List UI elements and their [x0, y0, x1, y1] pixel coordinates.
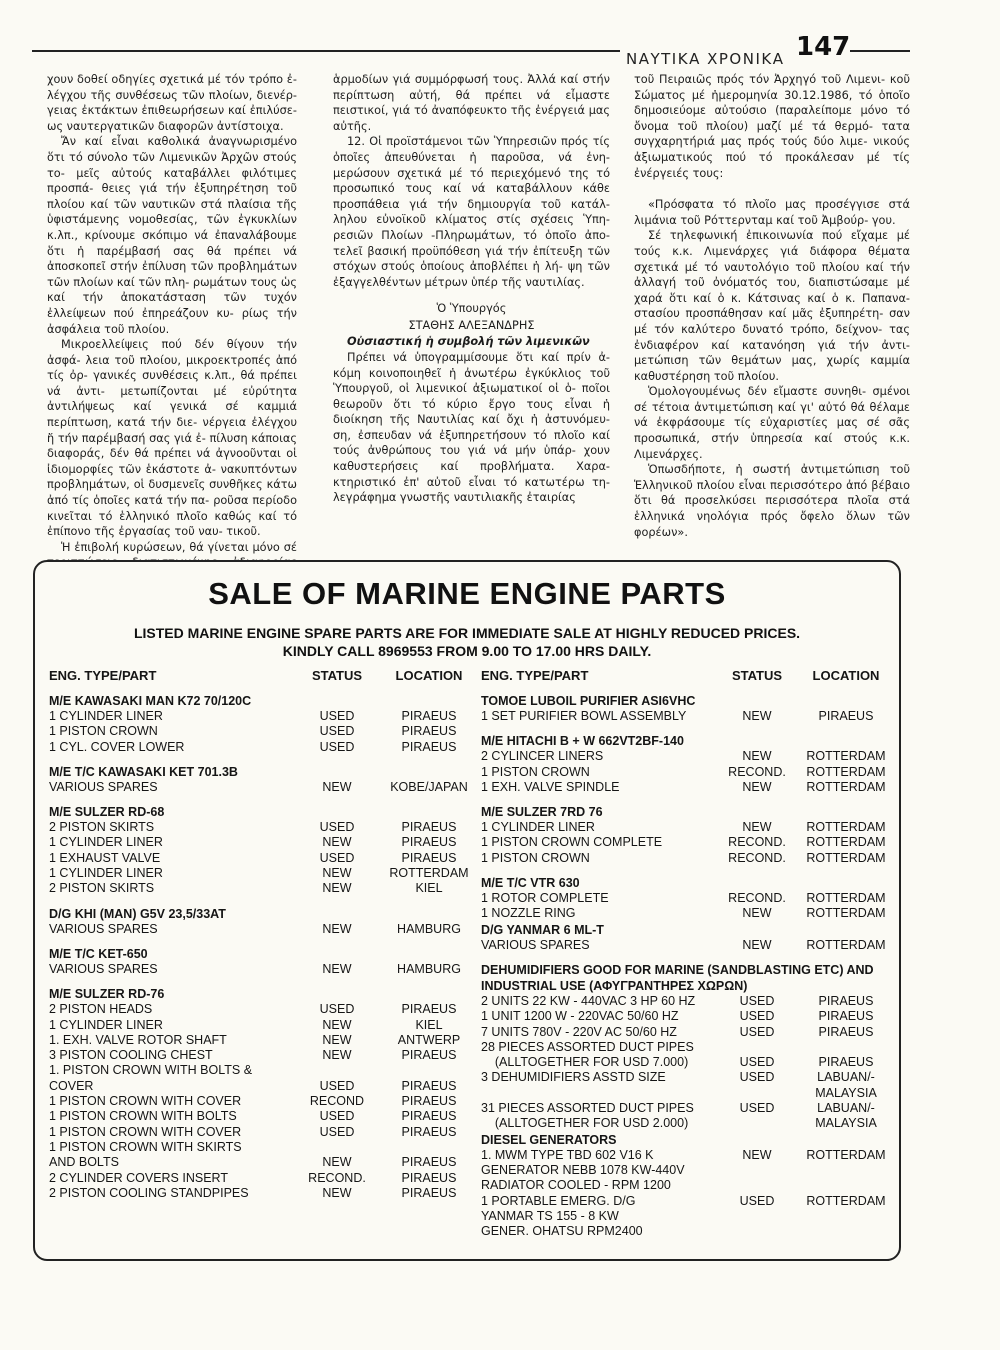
part-name: 1 PISTON CROWN WITH COVER: [49, 1124, 242, 1139]
part-status: NEW: [322, 1048, 352, 1063]
part-row: [481, 820, 891, 835]
part-location: ROTTERDAM: [806, 764, 886, 779]
part-name: 3 DEHUMIDIFIERS ASSTD SIZE: [481, 1070, 666, 1085]
engine-group-title: M/E SULZER RD-76: [49, 987, 165, 1002]
part-name: 2 PISTON SKIRTS: [49, 820, 155, 835]
part-name: 1 PISTON CROWN COMPLETE: [481, 835, 663, 850]
part-name: 1 PISTON CROWN: [481, 850, 590, 865]
part-location: ROTTERDAM: [806, 835, 886, 850]
part-name: 7 UNITS 780V - 220V AC 50/60 HZ: [481, 1024, 677, 1039]
part-name: 1 CYLINDER LINER: [49, 866, 163, 881]
part-location: PIRAEUS: [401, 1124, 457, 1139]
part-name: 1 UNIT 1200 W - 220VAC 50/60 HZ: [481, 1009, 679, 1024]
part-status: NEW: [742, 749, 772, 764]
part-status: [713, 1178, 801, 1193]
part-row: [481, 851, 891, 866]
header-part: ENG. TYPE/PART: [481, 668, 589, 683]
part-name: 1 PISTON CROWN WITH COVER: [49, 1094, 242, 1109]
part-location: MALAYSIA: [815, 1116, 877, 1131]
part-status: USED: [319, 724, 355, 739]
ad-subtitle: LISTED MARINE ENGINE SPARE PARTS ARE FOR IMMEDIATE SALE AT HIGHLY REDUCED PRICES.: [133, 625, 801, 641]
part-status: [295, 1063, 379, 1078]
paragraph: Πρέπει νά ὑπογραμμίσουμε ὅτι καί πρίν ἀ- κόμη κοινοποιηθεῖ ἡ ἀνωτέρω ἐγκύκλιος τοῦ Ὑπουργοῦ, οἱ λιμενικοί ἀξιωματικοί οἱ ὁ- ποῖοι θεωροῦν ὅτι τό κύριο ἔργο τους εἶναι ἡ διοίκηση τῆς Ναυτιλίας καί ὄχι ἡ ἀστυνόμευ- ση, ἐσπευδαν νά ἐξυπηρετήσουν τό πλοῖο καί τούς ἀνθρώπους του γιά νά μήν ὑπάρ- χουν καθυστερήσεις καί προβλήματα. Χαρα- κτηριστικό ἐπ' αὐτοῦ εἶναι τό κατωτέρω τη- λεγράφημα γνωστῆς ναυτιλιακῆς ἐταιρίας: [333, 350, 610, 505]
part-location: ANTWERP: [397, 1032, 461, 1047]
engine-group-title: M/E KAWASAKI MAN K72 70/120C: [49, 694, 252, 708]
paragraph: τοῦ Πειραιῶς πρός τόν Ἀρχηγό τοῦ Λιμενι- κοῦ Σώματος μέ ἡμερομηνία 30.12.1986, τό ὁποῖο δημοσιεύομε αὐτούσιο (παραλείπομε μόνο τό ὄνομα τοῦ πλοίου) μαζί μέ τά θερμό- τατα συγχαρητήριά μας πρός τούς δύο λιμε- νικούς ἀξιωματικούς πού τό προκάλεσαν μέ τίς ἐνέργειές τους:: [634, 73, 910, 180]
part-location: PIRAEUS: [818, 1009, 874, 1024]
part-location: ROTTERDAM: [806, 1193, 886, 1208]
part-name: GENERATOR NEBB 1078 KW-440V: [481, 1162, 685, 1177]
part-row: [49, 922, 479, 937]
part-status: NEW: [322, 881, 352, 896]
paragraph: ἁρμοδίων γιά συμμόρφωσή τους. Ἀλλά καί στήν περίπτωση αὐτή, θά πρέπει νά εἶμαστε πειστικοί, γιά τό ἀναπόφευκτο τῆς ἐνέργειά μας αὐτῆς.: [333, 73, 610, 133]
part-row: [49, 1094, 479, 1109]
engine-group-title: M/E T/C VTR 630: [481, 876, 580, 891]
part-row: [49, 1002, 479, 1017]
paragraph: Ὁπωσδήποτε, ἡ σωστή ἀντιμετώπιση τοῦ Ἑλληνικοῦ πλοίου εἶναι περισσότερο ἀπό βέβαιο ὅτι θά προσελκύσει περισσότερα πλοῖα στά ἑλληνικά νηολόγια πρός ὄφελο ὅλων τῶν φορέων».: [634, 463, 910, 539]
part-name: 1 EXH. VALVE SPINDLE: [481, 779, 620, 794]
part-location: ROTTERDAM: [389, 866, 469, 881]
part-row: [49, 866, 479, 881]
part-name: VARIOUS SPARES: [49, 921, 158, 936]
part-row: [481, 1025, 891, 1040]
part-status: NEW: [322, 835, 352, 850]
part-row: [49, 820, 479, 835]
part-status: NEW: [742, 937, 772, 952]
part-status: USED: [739, 1193, 775, 1208]
part-row: [481, 1209, 891, 1224]
part-name: 1 CYLINDER LINER: [49, 709, 163, 723]
part-row: [481, 780, 891, 795]
part-status: [713, 1086, 801, 1101]
part-row: [481, 835, 891, 850]
part-location: MALAYSIA: [815, 1085, 877, 1100]
part-row: [481, 765, 891, 780]
part-location: PIRAEUS: [401, 1048, 457, 1063]
part-location: KIEL: [415, 1017, 443, 1032]
part-row: [49, 1079, 479, 1094]
part-status: RECOND.: [728, 891, 786, 906]
part-name: VARIOUS SPARES: [49, 961, 158, 976]
page-number: 147: [796, 32, 851, 62]
signature-block: [333, 300, 610, 334]
part-location: PIRAEUS: [818, 709, 874, 723]
part-name: 1 CYLINDER LINER: [49, 835, 163, 850]
part-name: 1. MWM TYPE TBD 602 V16 K: [481, 1147, 654, 1162]
part-location: PIRAEUS: [401, 709, 457, 723]
part-row: [481, 906, 891, 921]
part-status: NEW: [322, 921, 352, 936]
part-status: NEW: [322, 779, 352, 794]
part-location: [801, 1163, 891, 1178]
part-location: ROTTERDAM: [806, 1147, 886, 1162]
engine-group-title: DEHUMIDIFIERS GOOD FOR MARINE (SANDBLASTING ETC) AND INDUSTRIAL USE (ΑΦΥΓΡΑΝΤΗΡΕΣ ΧΩΡΩΝ): [481, 962, 874, 993]
part-location: [801, 1040, 891, 1055]
part-name: 1 CYLINDER LINER: [49, 1017, 163, 1032]
part-location: ROTTERDAM: [806, 820, 886, 835]
part-name: 1. PISTON CROWN WITH BOLTS &: [49, 1063, 253, 1078]
part-location: ROTTERDAM: [806, 906, 886, 921]
part-row: [481, 1163, 891, 1178]
header-status: STATUS: [311, 668, 363, 683]
part-name: 2 UNITS 22 KW - 440VAC 3 HP 60 HZ: [481, 993, 696, 1008]
part-status: [713, 1224, 801, 1239]
part-status: USED: [319, 1078, 355, 1093]
part-row: [49, 851, 479, 866]
part-name: 1 PISTON CROWN WITH SKIRTS: [49, 1139, 242, 1154]
part-location: ROTTERDAM: [806, 749, 886, 764]
engine-group-title: M/E SULZER 7RD 76: [481, 805, 603, 820]
part-location: [801, 1224, 891, 1239]
part-row: [49, 1063, 479, 1078]
part-row: [481, 709, 891, 724]
section-subheading: Οὐσιαστική ἡ συμβολή τῶν λιμενικῶν: [347, 335, 590, 349]
part-row: [481, 1194, 891, 1209]
part-row: [481, 1086, 891, 1101]
header-part: ENG. TYPE/PART: [49, 668, 157, 683]
paragraph: 12. Οἱ προϊστάμενοι τῶν Ὑπηρεσιῶν πρός τίς ὁποῖες ἀπευθύνεται ἡ παροῦσα, νά ἐνη- μερώσουν σχετικά μέ τό περιεχόμενό της τό προσωπικό τους καί νά καταβάλλουν κάθε προσπάθεια γιά τήν δημιουργία τοῦ κατάλ- ληλου εὐνοϊκοῦ κλίματος στίς σχέσεις Ὑπη- ρεσιῶν Πλοίων -Πληρωμάτων, τό ὁποῖο ἀπο- τελεῖ βασική προϋπόθεση γιά τήν ἐπίτευξη τῶν στόχων στούς ὁποίους ἀποβλέπει ἡ λή- ψη τῶν ἐξαγγελθέντων μέτρων ὑπέρ τῆς ναυτιλίας.: [333, 135, 610, 289]
part-location: PIRAEUS: [401, 850, 457, 865]
part-row: [49, 1155, 479, 1170]
part-location: PIRAEUS: [401, 1078, 457, 1093]
part-name: 1 PISTON CROWN WITH BOLTS: [49, 1109, 237, 1124]
part-status: [713, 1116, 801, 1131]
part-row: [49, 1125, 479, 1140]
part-name: 2 CYLINCER LINERS: [481, 749, 604, 764]
part-row: [481, 1116, 891, 1131]
part-location: ROTTERDAM: [806, 937, 886, 952]
part-row: [49, 724, 479, 739]
part-row: [49, 835, 479, 850]
part-location: LABUAN/-: [817, 1101, 875, 1116]
part-status: USED: [319, 1109, 355, 1124]
part-row: [49, 709, 479, 724]
part-status: [713, 1209, 801, 1224]
part-status: USED: [319, 820, 355, 835]
header-location: LOCATION: [812, 668, 880, 683]
part-location: PIRAEUS: [401, 1094, 457, 1109]
part-name: 1 PORTABLE EMERG. D/G: [481, 1193, 636, 1208]
part-name: YANMAR TS 155 - 8 KW: [481, 1208, 619, 1223]
part-name: (ALLTOGETHER FOR USD 2.000): [481, 1116, 689, 1131]
part-row: [49, 1171, 479, 1186]
part-row: [481, 1040, 891, 1055]
part-location: [379, 1140, 479, 1155]
part-location: ROTTERDAM: [806, 850, 886, 865]
header-status: STATUS: [731, 668, 783, 683]
part-name: COVER: [49, 1078, 94, 1093]
engine-group-title: D/G KHI (MAN) G5V 23,5/33AT: [49, 906, 226, 921]
part-status: NEW: [322, 1155, 352, 1170]
part-name: 2 PISTON COOLING STANDPIPES: [49, 1185, 249, 1200]
part-status: NEW: [322, 1032, 352, 1047]
header-rule-right: [850, 50, 910, 52]
part-name: [481, 1086, 713, 1101]
part-location: PIRAEUS: [401, 820, 457, 835]
part-name: 31 PIECES ASSORTED DUCT PIPES: [481, 1101, 694, 1116]
part-status: RECOND.: [308, 1170, 366, 1185]
article-column-2: [333, 72, 610, 506]
part-name: (ALLTOGETHER FOR USD 7.000): [481, 1055, 689, 1070]
part-status: USED: [319, 850, 355, 865]
part-name: 1. EXH. VALVE ROTOR SHAFT: [49, 1032, 227, 1047]
part-row: [481, 1009, 891, 1024]
part-status: USED: [739, 1101, 775, 1116]
ad-title: SALE OF MARINE ENGINE PARTS: [208, 576, 726, 611]
paragraph: Ἄν καί εἶναι καθολικά ἀναγνωρισμένο ὅτι τό σύνολο τῶν Λιμενικῶν Ἀρχῶν στούς το- μεῖς αὐτούς καταβάλλει φιλότιμες προσπά- θειες γιά τήν ἐξυπηρέτηση τοῦ πλοίου καί τῶν ναυτικῶν στά πλαίσια τῆς ὑφιστάμενης νομοθεσίας, τῶν ἐγκυκλίων κ.λπ., κρίνουμε σκόπιμο νά ἐπαναλάβουμε ὅτι ἡ παρέμβασή σας θά πρέπει νά ἀποσκοπεῖ στήν ἐπίλυση τῶν προβλημάτων τῶν πλοίων καί τῶν πλη- ρωμάτων τους ὡς καί τήν ἀποκατάσταση τῶν τυχόν ἐλλείψεων πού ἐπηρεάζουν κυ- ρίως τήν ἀσφάλεια τοῦ πλοίου.: [47, 135, 297, 336]
part-name: 1 ROTOR COMPLETE: [481, 891, 609, 906]
engine-group-title: M/E HITACHI B + W 662VT2BF-140: [481, 734, 684, 749]
part-name: VARIOUS SPARES: [49, 779, 158, 794]
part-name: 1 PISTON CROWN: [481, 764, 590, 779]
part-row: [49, 1186, 479, 1201]
header-location: LOCATION: [395, 668, 463, 683]
part-name: 2 PISTON HEADS: [49, 1002, 153, 1017]
part-location: PIRAEUS: [818, 1024, 874, 1039]
part-location: PIRAEUS: [401, 739, 457, 754]
parts-list-left: [49, 667, 479, 1201]
part-location: PIRAEUS: [818, 1055, 874, 1070]
part-status: [713, 1040, 801, 1055]
part-location: LABUAN/-: [817, 1070, 875, 1085]
part-status: NEW: [322, 1185, 352, 1200]
paragraph: Ὁμολογουμένως δέν εἴμαστε συνηθι- σμένοι σέ τέτοια ἀντιμετώπιση καί γι' αὐτό θά θέλαμε νά ἐκφράσουμε τίς εὐχαριστίες μας σέ σᾶς προσωπικά, στήν ὑπηρεσία καί στούς κ.κ. Λιμενάρχες.: [634, 385, 910, 461]
part-row: [49, 1140, 479, 1155]
part-location: [801, 1178, 891, 1193]
part-location: KIEL: [415, 881, 443, 896]
part-status: NEW: [742, 820, 772, 835]
part-location: [801, 1209, 891, 1224]
part-location: HAMBURG: [397, 961, 461, 976]
engine-group-title: M/E SULZER RD-68: [49, 805, 165, 820]
part-name: 3 PISTON COOLING CHEST: [49, 1048, 213, 1063]
part-row: [481, 749, 891, 764]
paragraph: «Πρόσφατα τό πλοῖο μας προσέγγισε στά λιμάνια τοῦ Ρόττερνταμ καί τοῦ Ἀμβούρ- γου.: [634, 198, 910, 227]
part-status: NEW: [742, 906, 772, 921]
sale-advertisement: [33, 560, 901, 1261]
part-name: 1 NOZZLE RING: [481, 906, 576, 921]
part-row: [481, 938, 891, 953]
part-status: RECOND.: [728, 850, 786, 865]
part-row: [481, 891, 891, 906]
part-name: GENER. OHATSU RPM2400: [481, 1224, 643, 1239]
part-location: PIRAEUS: [401, 1185, 457, 1200]
part-row: [481, 994, 891, 1009]
part-status: USED: [739, 1024, 775, 1039]
part-status: RECOND.: [728, 835, 786, 850]
part-row: [481, 1178, 891, 1193]
table-header: [49, 667, 479, 689]
part-row: [49, 780, 479, 795]
part-status: NEW: [322, 866, 352, 881]
ad-contact-line: KINDLY CALL 8969553 FROM 9.00 TO 17.00 HRS DAILY.: [282, 643, 652, 659]
paragraph: Μικροελλείψεις πού δέν θίγουν τήν ἀσφά- λεια τοῦ πλοίου, μικροεκτροπές ἀπό τίς ὀρ- γανικές συνθέσεις κ.λπ., θά πρέπει νά ἀντι- μετωπίζονται μέ εὐρύτητα ἀντιλήψεως καί γενικά σέ καμμιά περίπτωση, κατά τήν διε- νέργεια ἐλέγχου ἤ τήν παρέμβασή σας γιά ἐ- πίλυση κάποιας διαφοράς, δέν θά πρέπει νά ἀγνοοῦνται οἱ ἰδιομορφίες τῶν ἑκάστοτε ἀ- νακυπτόντων προβλημάτων, οἱ δυσμενεῖς συνθῆκες κάτω ἀπό τίς ὁποῖες κατά τήν πα- ροῦσα περίοδο κινεῖται τό ἑλληνικό πλοῖο καθώς καί τό ἐπίπονο τῆς ἐργασίας τοῦ ναυ- τικοῦ.: [47, 338, 297, 539]
part-status: NEW: [322, 961, 352, 976]
part-status: NEW: [322, 1017, 352, 1032]
part-row: [481, 1148, 891, 1163]
part-row: [49, 1018, 479, 1033]
part-row: [481, 1224, 891, 1239]
part-status: USED: [739, 993, 775, 1008]
part-name: 2 CYLINDER COVERS INSERT: [49, 1170, 228, 1185]
article-column-3: [634, 72, 910, 540]
part-row: [49, 962, 479, 977]
part-name: 1 CYLINDER LINER: [481, 820, 595, 835]
engine-group-title: DIESEL GENERATORS: [481, 1132, 617, 1147]
part-status: USED: [319, 739, 355, 754]
part-name: 2 PISTON SKIRTS: [49, 881, 155, 896]
part-location: PIRAEUS: [401, 1155, 457, 1170]
part-location: ROTTERDAM: [806, 779, 886, 794]
part-location: HAMBURG: [397, 921, 461, 936]
part-row: [481, 1055, 891, 1070]
part-location: ROTTERDAM: [806, 891, 886, 906]
paragraph: Ἡ ἐπιβολή κυρώσεων, θά γίνεται μόνο σέ: [61, 540, 297, 554]
part-status: USED: [319, 1124, 355, 1139]
part-row: [481, 1070, 891, 1085]
part-status: [713, 1163, 801, 1178]
engine-group-title: M/E T/C KET-650: [49, 946, 148, 961]
paragraph: χουν δοθεί οδηγίες σχετικά μέ τόν τρόπο ἐ- λέγχου τῆς συνθέσεως τῶν πλοίων, διενέρ- γειας ἐκτάκτων ἐπιθεωρήσεων καί ἐπιλύσε- ως ναυτεργατικῶν διαφορῶν ἀντίστοιχα.: [47, 73, 297, 133]
part-row: [49, 881, 479, 896]
part-location: PIRAEUS: [401, 724, 457, 739]
part-row: [481, 1101, 891, 1116]
part-location: KOBE/JAPAN: [390, 779, 468, 794]
part-row: [49, 1048, 479, 1063]
part-row: [49, 1033, 479, 1048]
paragraph: Σέ τηλεφωνική ἐπικοινωνία πού εἴχαμε μέ τούς κ.κ. Λιμενάρχες γιά διάφορα θέματα σχετικά μέ τό ναυτολόγιο τοῦ πλοίου καί τήν ἀλλαγή τοῦ ὀνόματός του, διαπιστώσαμε μέ χαρά ὅτι καί ὁ κ. Κάτσινας καί ὁ κ. Παπανα- στασίου προσπάθησαν καί μᾶς ἐξυπηρέτη- σαν μέ τόν καλύτερο δυνατό τρόπο, δείχνον- τας ἐνδιαφέρον καί κατανόηση γιά τήν ἀντι- μετώπιση τῶν θεμάτων μας, χωρίς καμμία καθυστέρηση τοῦ πλοίου.: [634, 229, 910, 383]
parts-list-right: [481, 667, 891, 1239]
part-status: RECOND: [309, 1094, 365, 1109]
part-name: 1 CYL. COVER LOWER: [49, 739, 185, 754]
part-location: [379, 1063, 479, 1078]
table-header: [481, 667, 891, 689]
part-status: USED: [319, 709, 355, 723]
part-status: RECOND.: [728, 764, 786, 779]
part-status: USED: [739, 1055, 775, 1070]
signature-title: Ὁ Ὑπουργός: [436, 302, 507, 316]
part-name: 1 PISTON CROWN: [49, 724, 158, 739]
part-row: [49, 1109, 479, 1124]
part-name: 1 EXHAUST VALVE: [49, 850, 161, 865]
part-row: [49, 740, 479, 755]
engine-group-title: M/E T/C KAWASAKI KET 701.3B: [49, 764, 238, 779]
signature-name: ΣΤΑΘΗΣ ΑΛΕΞΑΝΔΡΗΣ: [408, 319, 535, 333]
part-status: USED: [739, 1009, 775, 1024]
part-status: NEW: [742, 779, 772, 794]
engine-group-title: D/G YANMAR 6 ML-T: [481, 922, 604, 937]
part-name: AND BOLTS: [49, 1155, 119, 1170]
part-status: [295, 1140, 379, 1155]
part-location: PIRAEUS: [401, 835, 457, 850]
part-location: PIRAEUS: [401, 1170, 457, 1185]
part-status: NEW: [742, 1147, 772, 1162]
part-status: USED: [319, 1002, 355, 1017]
article-column-1: [47, 72, 297, 587]
part-name: VARIOUS SPARES: [481, 937, 590, 952]
magazine-title: ΝΑΥΤΙΚΑ ΧΡΟΝΙΚΑ: [626, 50, 785, 68]
part-status: NEW: [742, 709, 772, 723]
part-status: USED: [739, 1070, 775, 1085]
engine-group-title: TOMOE LUBOIL PURIFIER ASI6VHC: [481, 694, 696, 708]
part-name: RADIATOR COOLED - RPM 1200: [481, 1178, 671, 1193]
part-location: PIRAEUS: [818, 993, 874, 1008]
header-rule-left: [32, 50, 620, 52]
part-location: PIRAEUS: [401, 1002, 457, 1017]
part-name: 28 PIECES ASSORTED DUCT PIPES: [481, 1039, 694, 1054]
part-name: 1 SET PURIFIER BOWL ASSEMBLY: [481, 709, 687, 723]
part-location: PIRAEUS: [401, 1109, 457, 1124]
